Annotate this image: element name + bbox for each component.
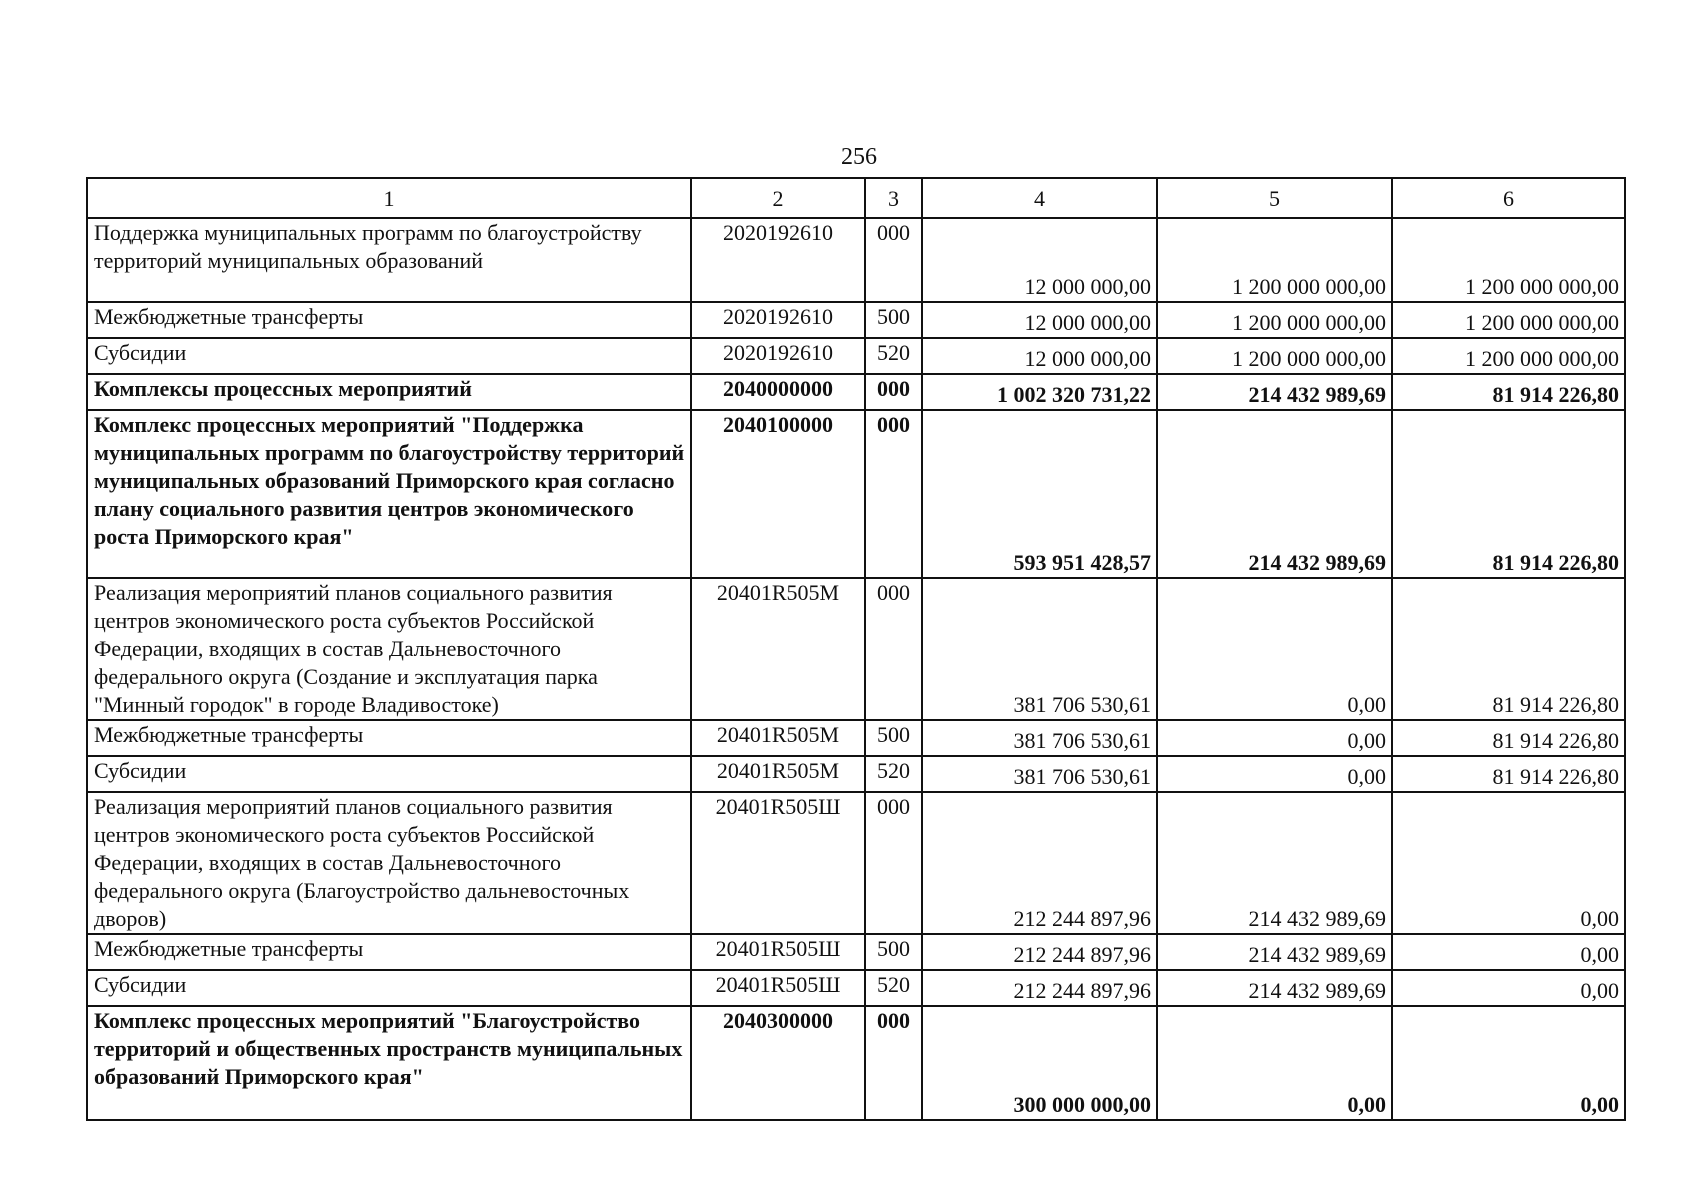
row-name-cell: Реализация мероприятий планов социального развития центров экономического роста субъектов Российской Федерации, входящих в состав Дальневосточного федерального округа (Благоустройство дальневосточных дворов) (87, 792, 691, 934)
row-amount-year2-cell: 0,00 (1157, 756, 1392, 792)
row-amount-year2-cell: 0,00 (1157, 1006, 1392, 1120)
row-expense-type-cell: 500 (865, 302, 922, 338)
row-amount-year1-cell: 12 000 000,00 (922, 338, 1157, 374)
row-amount-year1-cell: 300 000 000,00 (922, 1006, 1157, 1120)
column-header-3: 3 (865, 178, 922, 218)
row-amount-year1-cell: 1 002 320 731,22 (922, 374, 1157, 410)
table-row (87, 792, 1625, 934)
row-name-cell: Комплекс процессных мероприятий "Поддержка муниципальных программ по благоустройству территорий муниципальных образований Приморского края согласно плану социального развития центров экономического роста Приморского края" (87, 410, 691, 578)
row-amount-year3-cell: 0,00 (1392, 792, 1625, 934)
row-amount-year2-cell: 0,00 (1157, 720, 1392, 756)
row-code-cell: 20401R505M (691, 578, 865, 720)
row-expense-type-cell: 000 (865, 578, 922, 720)
row-amount-year1-cell: 212 244 897,96 (922, 792, 1157, 934)
row-name-cell: Субсидии (87, 338, 691, 374)
row-code-cell: 20401R505M (691, 720, 865, 756)
row-amount-year2-cell: 214 432 989,69 (1157, 410, 1392, 578)
row-amount-year3-cell: 81 914 226,80 (1392, 756, 1625, 792)
column-header-2: 2 (691, 178, 865, 218)
row-expense-type-cell: 000 (865, 410, 922, 578)
row-expense-type-cell: 000 (865, 1006, 922, 1120)
row-amount-year3-cell: 81 914 226,80 (1392, 578, 1625, 720)
row-code-cell: 20401R505Ш (691, 792, 865, 934)
row-code-cell: 2020192610 (691, 218, 865, 302)
row-expense-type-cell: 000 (865, 374, 922, 410)
row-name-cell: Поддержка муниципальных программ по благоустройству территорий муниципальных образований (87, 218, 691, 302)
row-code-cell: 2040100000 (691, 410, 865, 578)
column-header-5: 5 (1157, 178, 1392, 218)
row-code-cell: 2040000000 (691, 374, 865, 410)
row-expense-type-cell: 000 (865, 792, 922, 934)
row-amount-year3-cell: 81 914 226,80 (1392, 374, 1625, 410)
row-name-cell: Реализация мероприятий планов социального развития центров экономического роста субъектов Российской Федерации, входящих в состав Дальневосточного федерального округа (Создание и эксплуатация парка "Минный городок" в городе Владивостоке) (87, 578, 691, 720)
row-expense-type-cell: 520 (865, 338, 922, 374)
page-number: 256 (841, 144, 877, 170)
row-amount-year3-cell: 81 914 226,80 (1392, 410, 1625, 578)
row-amount-year3-cell: 1 200 000 000,00 (1392, 218, 1625, 302)
budget-table (86, 177, 1626, 1121)
row-amount-year2-cell: 214 432 989,69 (1157, 970, 1392, 1006)
table-row (87, 578, 1625, 720)
row-code-cell: 20401R505Ш (691, 970, 865, 1006)
row-code-cell: 2020192610 (691, 302, 865, 338)
row-code-cell: 20401R505Ш (691, 934, 865, 970)
row-amount-year1-cell: 381 706 530,61 (922, 720, 1157, 756)
table-row (87, 1006, 1625, 1120)
table-row (87, 374, 1625, 410)
row-name-cell: Комплекс процессных мероприятий "Благоустройство территорий и общественных пространств муниципальных образований Приморского края" (87, 1006, 691, 1120)
row-code-cell: 20401R505M (691, 756, 865, 792)
table-row (87, 302, 1625, 338)
column-header-1: 1 (87, 178, 691, 218)
row-name-cell: Межбюджетные трансферты (87, 934, 691, 970)
row-amount-year2-cell: 214 432 989,69 (1157, 374, 1392, 410)
table-row (87, 218, 1625, 302)
row-amount-year3-cell: 0,00 (1392, 970, 1625, 1006)
column-header-4: 4 (922, 178, 1157, 218)
row-amount-year1-cell: 381 706 530,61 (922, 578, 1157, 720)
table-body (87, 218, 1625, 1120)
row-code-cell: 2040300000 (691, 1006, 865, 1120)
row-amount-year3-cell: 0,00 (1392, 1006, 1625, 1120)
table-row (87, 934, 1625, 970)
row-amount-year2-cell: 214 432 989,69 (1157, 934, 1392, 970)
column-header-6: 6 (1392, 178, 1625, 218)
row-amount-year1-cell: 593 951 428,57 (922, 410, 1157, 578)
row-amount-year1-cell: 212 244 897,96 (922, 934, 1157, 970)
row-expense-type-cell: 520 (865, 756, 922, 792)
row-expense-type-cell: 500 (865, 934, 922, 970)
row-name-cell: Межбюджетные трансферты (87, 720, 691, 756)
row-amount-year3-cell: 81 914 226,80 (1392, 720, 1625, 756)
row-amount-year2-cell: 214 432 989,69 (1157, 792, 1392, 934)
row-amount-year2-cell: 1 200 000 000,00 (1157, 338, 1392, 374)
table-row (87, 720, 1625, 756)
row-amount-year1-cell: 212 244 897,96 (922, 970, 1157, 1006)
row-code-cell: 2020192610 (691, 338, 865, 374)
row-name-cell: Субсидии (87, 756, 691, 792)
row-amount-year3-cell: 0,00 (1392, 934, 1625, 970)
table-row (87, 970, 1625, 1006)
row-amount-year3-cell: 1 200 000 000,00 (1392, 338, 1625, 374)
row-expense-type-cell: 000 (865, 218, 922, 302)
row-amount-year2-cell: 1 200 000 000,00 (1157, 302, 1392, 338)
row-amount-year1-cell: 381 706 530,61 (922, 756, 1157, 792)
row-name-cell: Субсидии (87, 970, 691, 1006)
row-expense-type-cell: 500 (865, 720, 922, 756)
table-row (87, 338, 1625, 374)
row-amount-year1-cell: 12 000 000,00 (922, 218, 1157, 302)
row-amount-year3-cell: 1 200 000 000,00 (1392, 302, 1625, 338)
row-amount-year2-cell: 0,00 (1157, 578, 1392, 720)
row-amount-year2-cell: 1 200 000 000,00 (1157, 218, 1392, 302)
row-amount-year1-cell: 12 000 000,00 (922, 302, 1157, 338)
table-row (87, 756, 1625, 792)
row-name-cell: Межбюджетные трансферты (87, 302, 691, 338)
row-expense-type-cell: 520 (865, 970, 922, 1006)
row-name-cell: Комплексы процессных мероприятий (87, 374, 691, 410)
table-row (87, 410, 1625, 578)
column-number-row (87, 178, 1625, 218)
